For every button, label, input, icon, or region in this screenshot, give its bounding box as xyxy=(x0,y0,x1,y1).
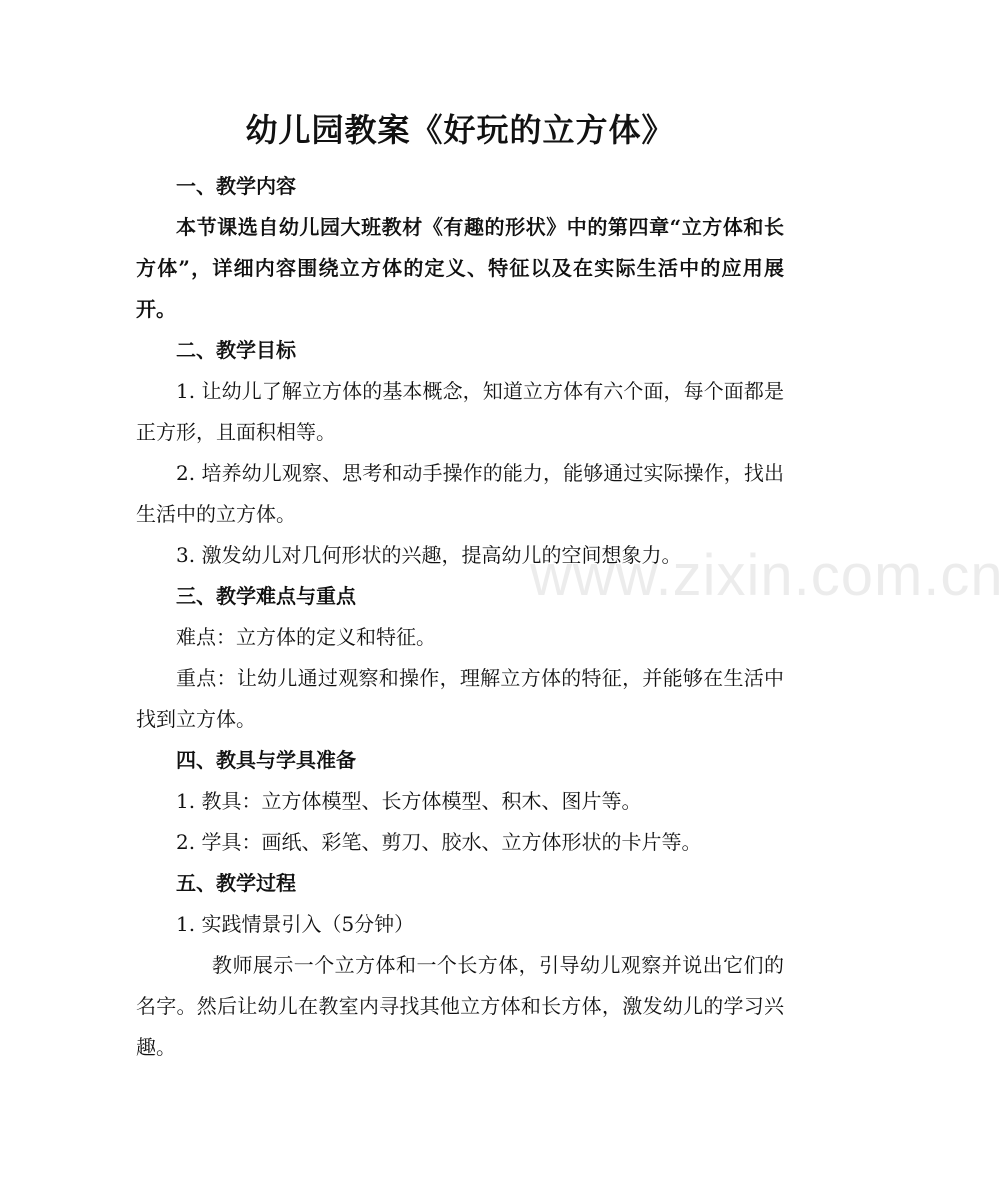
content-paragraph: 本节课选自幼儿园大班教材《有趣的形状》中的第四章“立方体和长方体”，详细内容围绕立方体的定义、特征以及在实际生活中的应用展开。 xyxy=(136,215,784,321)
section-heading-content: 一、教学内容 xyxy=(176,174,296,198)
objective-item-3: 3. 激发幼儿对几何形状的兴趣，提高幼儿的空间想象力。 xyxy=(176,543,682,567)
process-item-1: 1. 实践情景引入（5分钟） xyxy=(176,912,415,936)
section-heading-materials: 四、教具与学具准备 xyxy=(176,748,356,772)
difficulty-paragraph: 难点：立方体的定义和特征。 xyxy=(176,625,436,649)
document-body xyxy=(136,166,784,1068)
materials-item-1: 1. 教具：立方体模型、长方体模型、积木、图片等。 xyxy=(176,789,642,813)
document-title: 幼儿园教案《好玩的立方体》 xyxy=(245,111,675,149)
objective-item-2: 2. 培养幼儿观察、思考和动手操作的能力，能够通过实际操作，找出生活中的立方体。 xyxy=(136,461,784,526)
key-point-paragraph: 重点：让幼儿通过观察和操作，理解立方体的特征，并能够在生活中找到立方体。 xyxy=(136,666,784,731)
section-heading-objectives: 二、教学目标 xyxy=(176,338,296,362)
process-item-1-text: 教师展示一个立方体和一个长方体，引导幼儿观察并说出它们的名字。然后让幼儿在教室内寻找其他立方体和长方体，激发幼儿的学习兴趣。 xyxy=(136,953,784,1059)
materials-item-2: 2. 学具：画纸、彩笔、剪刀、胶水、立方体形状的卡片等。 xyxy=(176,830,702,854)
watermark: www.zixin.com.cn xyxy=(530,543,1004,608)
section-heading-difficulty: 三、教学难点与重点 xyxy=(176,584,356,608)
section-heading-process: 五、教学过程 xyxy=(176,871,296,895)
objective-item-1: 1. 让幼儿了解立方体的基本概念，知道立方体有六个面，每个面都是正方形，且面积相等。 xyxy=(136,379,784,444)
